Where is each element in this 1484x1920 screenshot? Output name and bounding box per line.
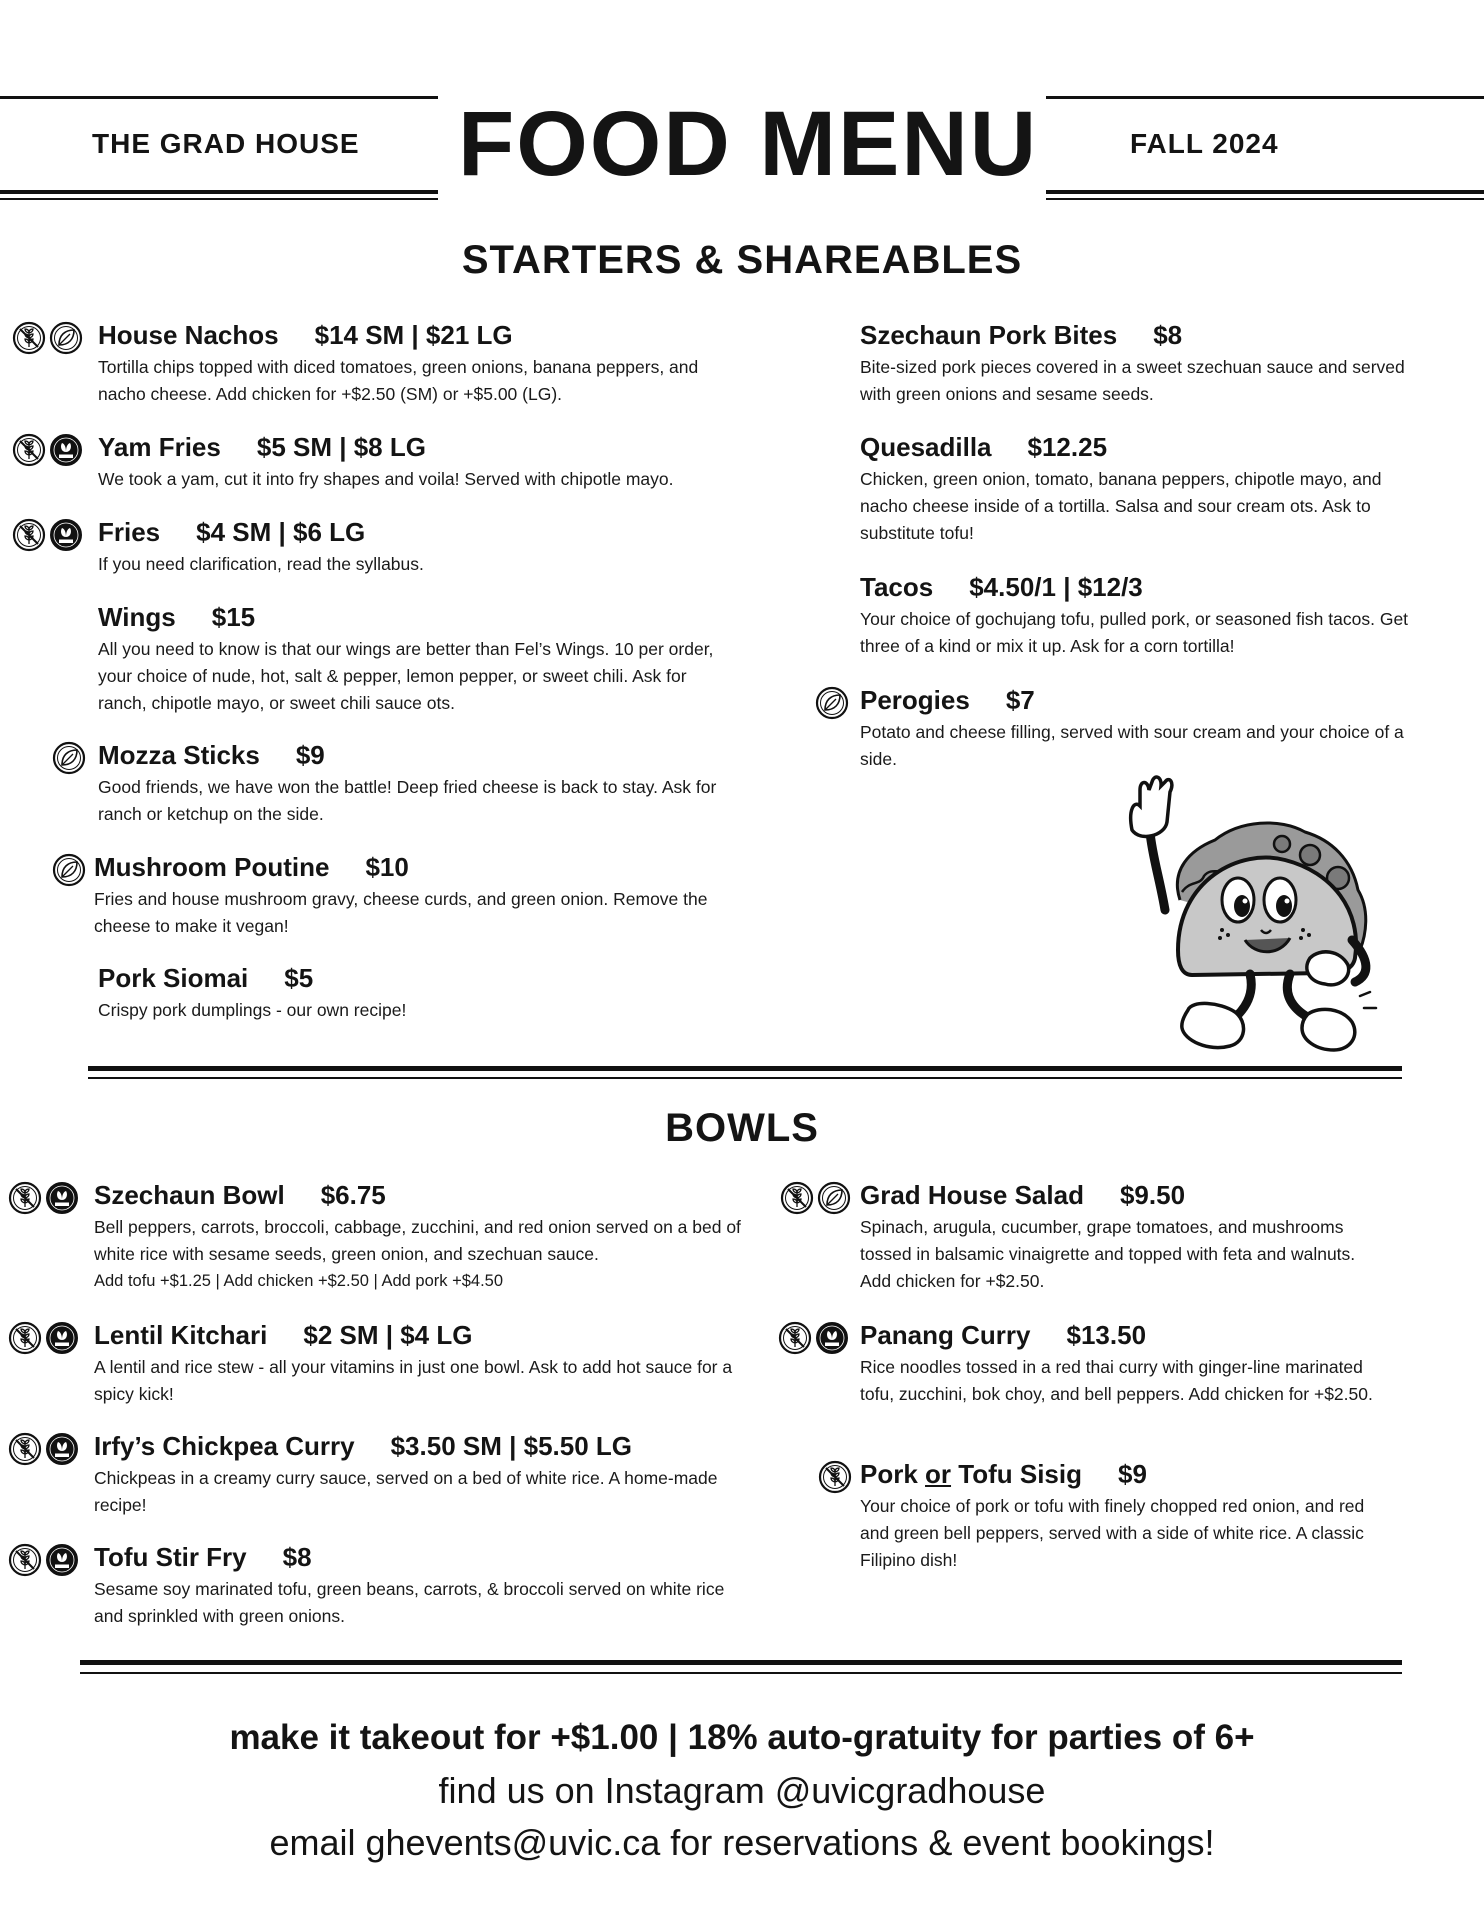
- menu-item-description: Bell peppers, carrots, broccoli, cabbage, zucchini, and red onion served on a bed of white rice with sesame seeds, green onion, and szechuan sauce.: [94, 1217, 741, 1264]
- menu-item: [860, 1459, 1380, 1574]
- divider-bowls-footer-thin: [80, 1672, 1402, 1674]
- vegan-icon: [49, 433, 83, 467]
- menu-item-header: [860, 320, 1420, 351]
- divider-starters-bowls-thin: [88, 1077, 1402, 1079]
- menu-item-name: Mushroom Poutine: [94, 852, 330, 882]
- menu-item-description: Bite-sized pork pieces covered in a sweet szechuan sauce and served with green onions and sesame seeds.: [860, 357, 1405, 404]
- dietary-icons: [8, 1432, 79, 1466]
- menu-item-price: $3.50 SM | $5.50 LG: [390, 1431, 632, 1461]
- menu-item: [98, 963, 738, 1024]
- menu-item-name: Wings: [98, 602, 176, 632]
- gluten-free-icon: [780, 1181, 814, 1215]
- gluten-free-icon: [8, 1543, 42, 1577]
- dietary-icons: [12, 321, 83, 355]
- menu-item-description: Rice noodles tossed in a red thai curry with ginger-line marinated tofu, zucchini, bok choy, and bell peppers. Add chicken for +$2.50.: [860, 1357, 1373, 1404]
- menu-item-price: $8: [282, 1542, 312, 1572]
- menu-item-name-part: Tofu Sisig: [951, 1459, 1082, 1489]
- gluten-free-icon: [818, 1460, 852, 1494]
- menu-item-description: A lentil and rice stew - all your vitamins in just one bowl. Ask to add hot sauce for a spicy kick!: [94, 1357, 733, 1404]
- dietary-icons: [815, 686, 849, 720]
- menu-item-header: [94, 1320, 754, 1351]
- taco-mascot-illustration: [1070, 760, 1410, 1070]
- menu-item-name-or: or: [925, 1459, 952, 1489]
- menu-item-name: Tacos: [860, 572, 934, 602]
- menu-item-header: [98, 517, 738, 548]
- menu-item-header: [94, 852, 734, 883]
- menu-item-description: Spinach, arugula, cucumber, grape tomatoes, and mushrooms tossed in balsamic vinaigrette and topped with feta and walnuts. Add chicken for +$2.50.: [860, 1217, 1356, 1291]
- menu-item-name: Quesadilla: [860, 432, 992, 462]
- menu-item: [98, 517, 738, 578]
- menu-item: [98, 320, 738, 408]
- menu-item-header: [860, 685, 1420, 716]
- menu-item-header: [98, 320, 738, 351]
- header-left-bottom-rule: [0, 190, 438, 194]
- menu-item-price: $5 SM | $8 LG: [256, 432, 426, 462]
- header-left-top-rule: [0, 96, 438, 99]
- menu-item-description: Crispy pork dumplings - our own recipe!: [98, 1000, 407, 1020]
- menu-item-name: Fries: [98, 517, 161, 547]
- menu-item-description: Potato and cheese filling, served with sour cream and your choice of a side.: [860, 722, 1404, 769]
- header-right-bottom-rule: [1046, 190, 1484, 194]
- menu-item: [860, 320, 1420, 408]
- menu-item-name: Grad House Salad: [860, 1180, 1084, 1210]
- footer-takeout-note: make it takeout for +$1.00 | 18% auto-gratuity for parties of 6+: [229, 1718, 1255, 1757]
- menu-item-price: $4 SM | $6 LG: [196, 517, 366, 547]
- menu-item-header: [98, 602, 738, 633]
- menu-item-price: $7: [1005, 685, 1035, 715]
- menu-item: [98, 432, 738, 493]
- menu-item-description: Your choice of gochujang tofu, pulled pork, or seasoned fish tacos. Get three of a kind or mix it up. Ask for a corn tortilla!: [860, 609, 1409, 656]
- menu-item-name: Mozza Sticks: [98, 740, 260, 770]
- vegan-icon: [815, 1321, 849, 1355]
- footer-email: email ghevents@uvic.ca for reservations & event bookings!: [269, 1822, 1215, 1863]
- menu-item: [94, 1320, 754, 1408]
- menu-item-name: Szechaun Bowl: [94, 1180, 285, 1210]
- menu-item-header: [98, 432, 738, 463]
- page-title: FOOD MENU: [458, 93, 1039, 195]
- menu-item: [860, 1320, 1380, 1408]
- gluten-free-icon: [12, 433, 46, 467]
- menu-item-name: Perogies: [860, 685, 970, 715]
- header-right-bottom-rule-thin: [1046, 198, 1484, 200]
- menu-item-name: Szechaun Pork Bites: [860, 320, 1118, 350]
- menu-item-name: Pork Siomai: [98, 963, 249, 993]
- menu-item-name: Panang Curry: [860, 1320, 1031, 1350]
- vegan-icon: [45, 1432, 79, 1466]
- menu-item-price: $10: [365, 852, 409, 882]
- gluten-free-icon: [8, 1321, 42, 1355]
- menu-item: [860, 432, 1420, 547]
- menu-item-price: $13.50: [1066, 1320, 1147, 1350]
- gluten-free-icon: [778, 1321, 812, 1355]
- section-title-starters: STARTERS & SHAREABLES: [461, 238, 1023, 282]
- header-venue-name: THE GRAD HOUSE: [92, 128, 360, 159]
- menu-item-header: [94, 1180, 754, 1211]
- menu-item-header: [94, 1542, 754, 1573]
- dietary-icons: [52, 853, 86, 887]
- vegetarian-leaf-icon: [817, 1181, 851, 1215]
- footer-instagram: find us on Instagram @uvicgradhouse: [438, 1770, 1046, 1811]
- dietary-icons: [52, 741, 86, 775]
- vegan-icon: [45, 1181, 79, 1215]
- divider-bowls-footer-thick: [80, 1660, 1402, 1665]
- menu-item: [94, 1542, 754, 1630]
- menu-item-description: Chickpeas in a creamy curry sauce, served on a bed of white rice. A home-made recipe!: [94, 1468, 718, 1515]
- gluten-free-icon: [8, 1181, 42, 1215]
- menu-item: [94, 852, 734, 940]
- vegan-icon: [45, 1321, 79, 1355]
- menu-item-header: [860, 572, 1420, 603]
- menu-item-header: [860, 432, 1420, 463]
- dietary-icons: [778, 1321, 849, 1355]
- dietary-icons: [8, 1543, 79, 1577]
- dietary-icons: [8, 1181, 79, 1215]
- dietary-icons: [780, 1181, 851, 1215]
- dietary-icons: [12, 518, 83, 552]
- vegetarian-leaf-icon: [52, 741, 86, 775]
- menu-item-name: Lentil Kitchari: [94, 1320, 268, 1350]
- header-right-top-rule: [1046, 96, 1484, 99]
- menu-item-header: [98, 740, 738, 771]
- menu-item-name: Yam Fries: [98, 432, 221, 462]
- header-left-bottom-rule-thin: [0, 198, 438, 200]
- menu-item-name: House Nachos: [98, 320, 279, 350]
- vegetarian-leaf-icon: [49, 321, 83, 355]
- menu-item: [860, 1180, 1380, 1295]
- dietary-icons: [12, 433, 83, 467]
- menu-item: [98, 602, 738, 717]
- menu-item-price: $9.50: [1119, 1180, 1186, 1210]
- menu-item-price: $12.25: [1027, 432, 1108, 462]
- vegan-icon: [49, 518, 83, 552]
- menu-item-name: Irfy’s Chickpea Curry: [94, 1431, 355, 1461]
- menu-item-price: $5: [284, 963, 314, 993]
- menu-item-header: [860, 1180, 1380, 1211]
- menu-item-price: $15: [211, 602, 256, 632]
- menu-item-description: Tortilla chips topped with diced tomatoes, green onions, banana peppers, and nacho cheese. Add chicken for +$2.50 (SM) or +$5.00 (LG).: [98, 357, 699, 404]
- gluten-free-icon: [8, 1432, 42, 1466]
- menu-item: [98, 740, 738, 828]
- menu-item: [860, 572, 1420, 660]
- header-season: FALL 2024: [1130, 128, 1279, 159]
- gluten-free-icon: [12, 321, 46, 355]
- menu-item-price: $8: [1153, 320, 1183, 350]
- dietary-icons: [818, 1460, 852, 1494]
- menu-item: [94, 1431, 754, 1519]
- menu-item-header: [860, 1459, 1380, 1490]
- menu-item-description: If you need clarification, read the syllabus.: [98, 554, 424, 574]
- menu-item-addons: Add tofu +$1.25 | Add chicken +$2.50 | Add pork +$4.50: [94, 1272, 504, 1290]
- menu-item-name-part: Pork: [860, 1459, 926, 1489]
- menu-item-name: Tofu Stir Fry: [94, 1542, 247, 1572]
- divider-starters-bowls-thick: [88, 1066, 1402, 1071]
- menu-item-header: [98, 963, 738, 994]
- menu-item-price: $9: [1117, 1459, 1147, 1489]
- menu-item-description: Your choice of pork or tofu with finely chopped red onion, and red and green bell peppers, served with a side of white rice. A classic Filipino dish!: [860, 1496, 1365, 1570]
- vegan-icon: [45, 1543, 79, 1577]
- menu-item-header: [860, 1320, 1380, 1351]
- menu-item-description: Chicken, green onion, tomato, banana peppers, chipotle mayo, and nacho cheese inside of a tortilla. Salsa and sour cream ots. Ask to substitute tofu!: [860, 469, 1382, 543]
- gluten-free-icon: [12, 518, 46, 552]
- menu-item-price: $14 SM | $21 LG: [314, 320, 513, 350]
- menu-item-price: $2 SM | $4 LG: [303, 1320, 473, 1350]
- section-title-bowls: BOWLS: [665, 1106, 819, 1150]
- menu-item-price: $6.75: [320, 1180, 386, 1210]
- menu-item-description: Fries and house mushroom gravy, cheese curds, and green onion. Remove the cheese to make it vegan!: [94, 889, 708, 936]
- vegetarian-leaf-icon: [815, 686, 849, 720]
- menu-item-price: $9: [295, 740, 325, 770]
- menu-item-price: $4.50/1 | $12/3: [969, 572, 1143, 602]
- vegetarian-leaf-icon: [52, 853, 86, 887]
- menu-item-name: [860, 1459, 1082, 1490]
- menu-item-description: Sesame soy marinated tofu, green beans, carrots, & broccoli served on white rice and sprinkled with green onions.: [94, 1579, 725, 1626]
- menu-item-header: [94, 1431, 754, 1462]
- dietary-icons: [8, 1321, 79, 1355]
- menu-item-description: Good friends, we have won the battle! Deep fried cheese is back to stay. Ask for ranch or ketchup on the side.: [98, 777, 717, 824]
- menu-item: [94, 1180, 754, 1295]
- menu-item-description: We took a yam, cut it into fry shapes and voila! Served with chipotle mayo.: [98, 469, 674, 489]
- menu-item-description: All you need to know is that our wings are better than Fel’s Wings. 10 per order, your choice of nude, hot, salt & pepper, lemon pepper, or sweet chili. Ask for ranch, chipotle mayo, or sweet chili sauce ots.: [98, 639, 714, 713]
